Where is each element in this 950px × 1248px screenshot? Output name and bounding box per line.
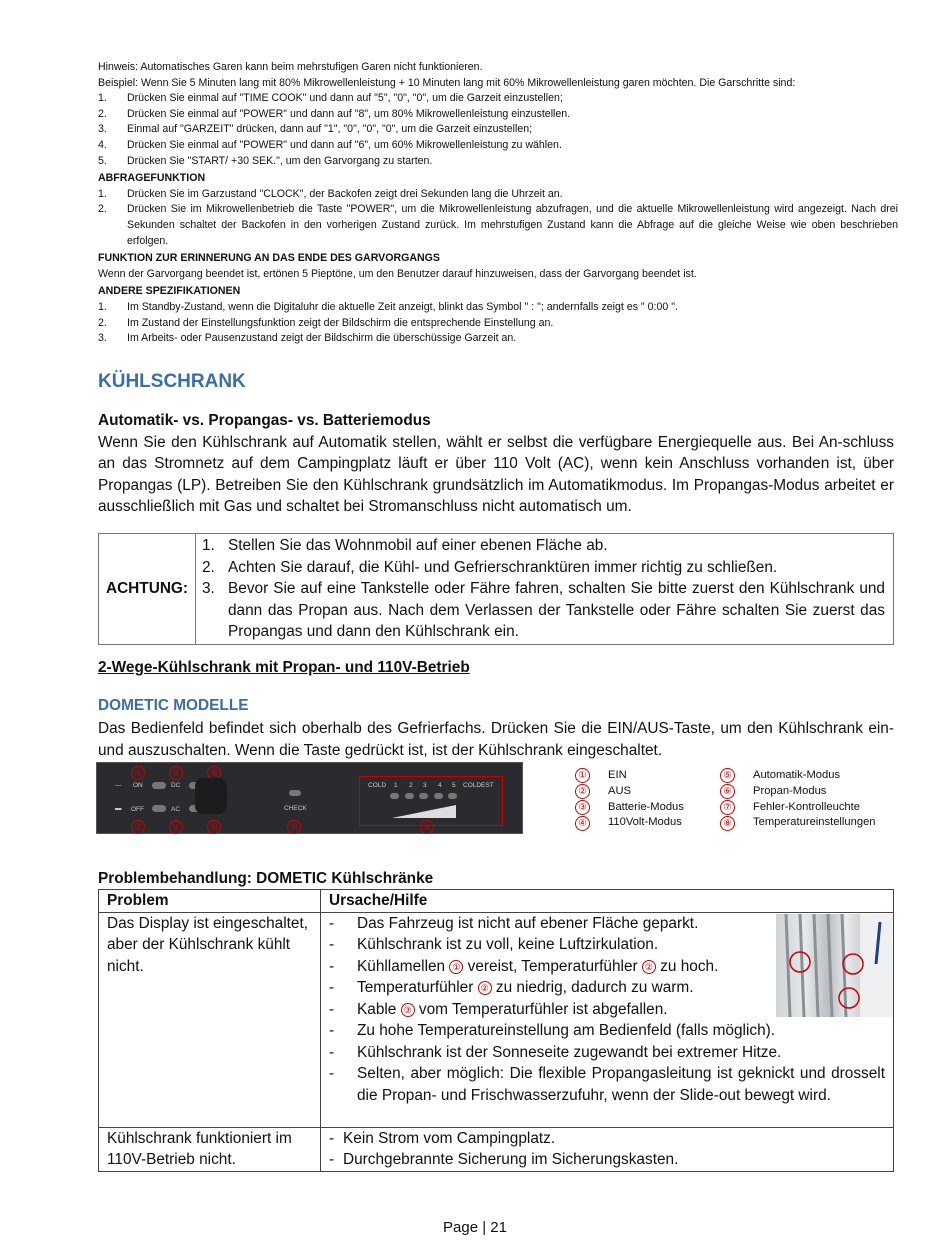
hint-text: Hinweis: Automatisches Garen kann beim mehrstufigen Garen nicht funktionieren.	[98, 61, 483, 73]
marker-6: ⑥	[207, 820, 221, 834]
legend-item: ③ Batterie-Modus	[575, 800, 684, 816]
list-item: - Kein Strom vom Campingplatz.	[329, 1129, 556, 1147]
reminder-text: Wenn der Garvorgang beendet ist, ertönen 5 Pieptöne, um den Benutzer darauf hinzuweisen, dass der Garvorgang beendet ist.	[98, 267, 697, 280]
panel-check-label: CHECK	[284, 805, 307, 812]
list-item: - Kühllamellen ① vereist, Temperaturfühler ② zu hoch.	[329, 957, 719, 975]
problem-cell: Kühlschrank funktioniert im 110V-Betrieb nicht.	[99, 1127, 321, 1171]
list-item: 3. Einmal auf "GARZEIT" drücken, dann auf "1", "0", "0", "0", um die Garzeit einzustellen;	[98, 123, 533, 136]
dometic-title: DOMETIC MODELLE	[98, 697, 249, 714]
list-item: 2. Achten Sie darauf, die Kühl- und Gefrierschranktüren immer richtig zu schließen.	[202, 558, 778, 576]
panel-off-label: OFF	[131, 806, 144, 813]
fridge-title: KÜHLSCHRANK	[98, 371, 246, 392]
twoway-title: 2-Wege-Kühlschrank mit Propan- und 110V-Betrieb	[98, 659, 470, 676]
panel-cold-label: COLD	[368, 782, 387, 789]
list-item: 1. Drücken Sie im Garzustand "CLOCK", der Backofen zeigt drei Sekunden lang die Uhrzeit an.	[98, 187, 563, 200]
marker-3: ③	[169, 766, 183, 780]
list-item: 3. Bevor Sie auf eine Tankstelle oder Fähre fahren, schalten Sie bitte zuerst den Kühlschrank und dann das Propan aus. Nach dem Verlassen der Tankstelle oder Fähre schalten Sie zuerst das Propangas und dann den Kühlschrank ein.	[202, 580, 885, 640]
legend-item: ⑥ Propan-Modus	[720, 784, 876, 800]
legend-item: ④ 110Volt-Modus	[575, 815, 684, 831]
table-row	[99, 912, 894, 1127]
legend-item: ⑧ Temperatureinstellungen	[720, 815, 876, 831]
caution-table	[98, 533, 894, 645]
list-item: - Das Fahrzeug ist nicht auf ebener Fläche geparkt.	[329, 914, 699, 932]
col-cause: Ursache/Hilfe	[321, 890, 894, 913]
problem-cell: Das Display ist eingeschaltet, aber der Kühlschrank kühlt nicht.	[99, 912, 321, 1127]
list-item: 1. Stellen Sie das Wohnmobil auf einer ebenen Fläche ab.	[202, 537, 608, 554]
list-item: - Kühlschrank ist zu voll, keine Luftzirkulation.	[329, 936, 659, 953]
list-item: - Temperaturfühler ② zu niedrig, dadurch zu warm.	[329, 979, 694, 996]
query-list	[98, 187, 898, 249]
query-title: ABFRAGEFUNKTION	[98, 172, 206, 185]
marker-7: ⑦	[287, 820, 301, 834]
marker-5: ⑤	[207, 766, 221, 780]
example-text: Beispiel: Wenn Sie 5 Minuten lang mit 80% Mikrowellenleistung + 10 Minuten lang mit 60% Mikrowellenleistung garen möchten. Die Garschritte sind:	[98, 76, 796, 89]
other-title: ANDERE SPEZIFIKATIONEN	[98, 285, 241, 298]
legend-right	[720, 768, 876, 831]
microwave-section	[98, 60, 898, 347]
marker-4: ④	[169, 820, 183, 834]
panel-coldest-label: COLDEST	[463, 782, 494, 789]
reminder-title: FUNKTION ZUR ERINNERUNG AN DAS ENDE DES GARVORGANGS	[98, 252, 440, 265]
panel-on-label: ON	[133, 782, 143, 789]
on-button	[152, 782, 166, 789]
marker-8: ⑧	[420, 820, 434, 834]
marker-2: ②	[131, 820, 145, 834]
list-item: 2. Drücken Sie im Mikrowellenbetrieb die Taste "POWER", um die Mikrowellenleistung abzufragen, und die aktuelle Mikrowellenleistung wird angezeigt. Nach drei Sekunden schaltet der Backofen in den vorherigen Zustand zurück. Im mehrstufigen Zustand kann die Abfrage auf die gleiche Weise wie oben beschrieben erfolgen.	[98, 203, 898, 247]
mode-text: Wenn Sie den Kühlschrank auf Automatik stellen, wählt er selbst die verfügbare Energiequelle aus. Bei An-schluss an das Stromnetz auf dem Campingplatz läuft er über 110 Volt (AC), wenn kein Anschluss vorhanden ist, über Propangas (LP). Betreiben Sie den Kühlschrank grundsätzlich im Automatikmodus. Im Propangas-Modus arbeitet er ausschließlich mit Gas und schaltet bei Stromanschluss nicht automatisch um.	[98, 433, 894, 515]
caution-list	[196, 535, 893, 643]
list-item: 4. Drücken Sie einmal auf "POWER" und dann auf "6", um 60% Mikrowellenleistung zu wählen.	[98, 138, 562, 151]
table-row	[99, 1127, 894, 1171]
col-problem: Problem	[99, 890, 321, 913]
dometic-text: Das Bedienfeld befindet sich oberhalb des Gefrierfachs. Drücken Sie die EIN/AUS-Taste, um den Kühlschrank ein- und auszuschalten. Wenn die Taste gedrückt ist, ist der Kühlschrank eingeschaltet.	[98, 720, 894, 759]
marker-1: ①	[131, 766, 145, 780]
legend-item: ① EIN	[575, 768, 684, 784]
list-item: 1. Drücken Sie einmal auf "TIME COOK" und dann auf "5", "0", "0", um die Garzeit einzustellen;	[98, 92, 563, 105]
legend-left	[575, 768, 684, 831]
panel-dc-label: DC	[171, 782, 181, 789]
list-item: 5. Drücken Sie "START/ +30 SEK.", um den Garvorgang zu starten.	[98, 154, 433, 167]
legend-item: ⑤ Automatik-Modus	[720, 768, 876, 784]
steps-list	[98, 91, 898, 169]
list-item: 1. Im Standby-Zustand, wenn die Digitaluhr die aktuelle Zeit anzeigt, blinkt das Symbol " : "; andernfalls zeigt es " 0:00 ".	[98, 300, 678, 313]
trouble-title: Problembehandlung: DOMETIC Kühlschränke	[98, 870, 434, 887]
legend-item: ② AUS	[575, 784, 684, 800]
off-button	[152, 805, 166, 812]
mode-section	[98, 410, 894, 518]
page-number: Page | 21	[443, 1219, 507, 1236]
list-item: 2. Drücken Sie einmal auf "POWER" und dann auf "8", um 80% Mikrowellenleistung einzustellen.	[98, 107, 571, 120]
cause-list	[329, 1128, 885, 1171]
list-item: - Selten, aber möglich: Die flexible Propangasleitung ist geknickt und drosselt die Propan- und Frischwasserzufuhr, wenn der Slide-out bewegt wird.	[329, 1065, 885, 1104]
list-item: - Kühlschrank ist der Sonneseite zugewandt bei extremer Hitze.	[329, 1043, 782, 1061]
legend-item: ⑦ Fehler-Kontrolleuchte	[720, 800, 876, 816]
other-list	[98, 300, 898, 347]
list-item: 2. Im Zustand der Einstellungsfunktion zeigt der Bildschirm die entsprechende Einstellung an.	[98, 316, 554, 329]
caution-label: ACHTUNG:	[99, 534, 196, 645]
list-item: - Durchgebrannte Sicherung im Sicherungskasten.	[329, 1151, 679, 1168]
mode-title: Automatik- vs. Propangas- vs. Batteriemodus	[98, 412, 431, 429]
panel-ac-label: AC	[171, 806, 181, 813]
trouble-table	[98, 889, 894, 1172]
list-item: - Kable ③ vom Temperaturfühler ist abgefallen.	[329, 1000, 668, 1018]
control-panel-image: ① ③ ⑤ ― ON DC ▬ OFF AC CHECK COLD 1 2 3 4 5 COLDEST ② ④ ⑥ ⑦ ⑧	[96, 762, 523, 834]
sensor-photo	[776, 914, 893, 1017]
list-item: - Zu hohe Temperatureinstellung am Bedienfeld (falls möglich).	[329, 1022, 776, 1039]
list-item: 3. Im Arbeits- oder Pausenzustand zeigt der Bildschirm die überschüssige Garzeit an.	[98, 332, 517, 345]
